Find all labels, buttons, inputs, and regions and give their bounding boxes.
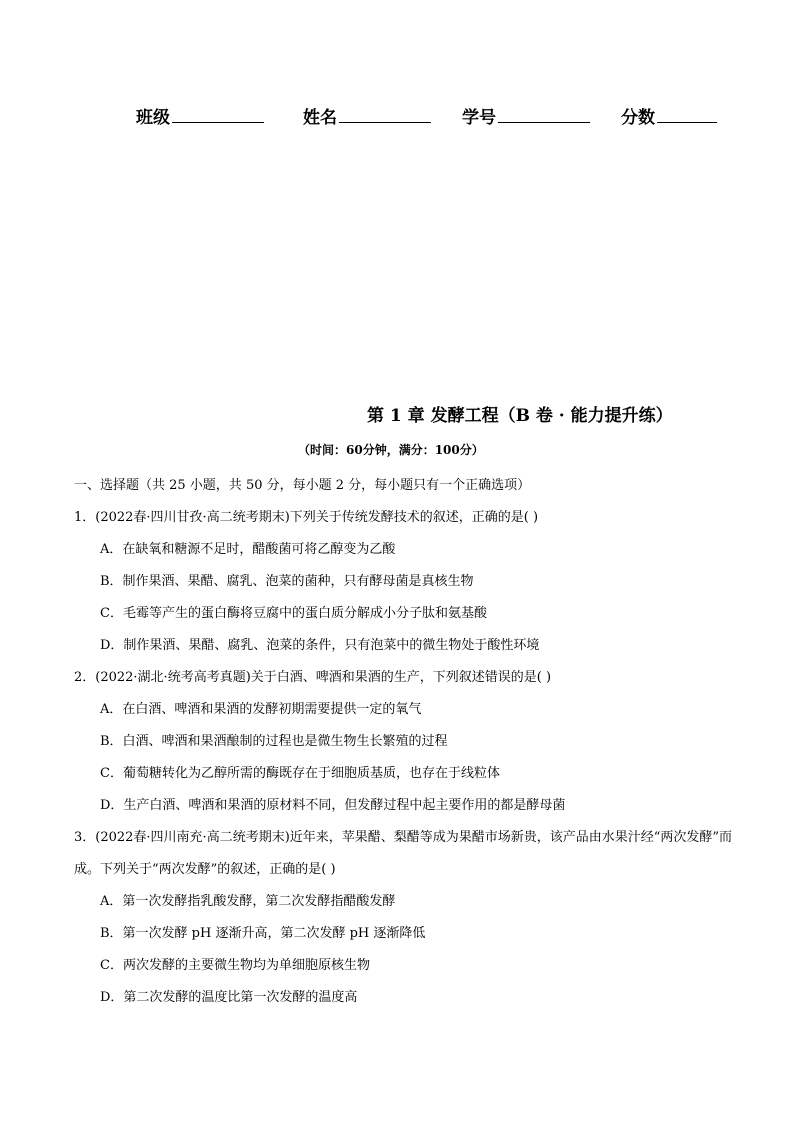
class-field [136, 104, 264, 130]
option-a: A．在白酒、啤酒和果酒的发酵初期需要提供一定的氧气 [100, 702, 422, 717]
student-info-header [136, 104, 736, 130]
option-a: A．第一次发酵指乳酸发酵，第二次发酵指醋酸发酵 [100, 894, 396, 909]
option-c: C．毛霉等产生的蛋白酶将豆腐中的蛋白质分解成小分子肽和氨基酸 [100, 606, 487, 621]
score-blank[interactable] [657, 104, 717, 123]
section-heading: 一、选择题（共 25 小题，共 50 分，每小题 2 分，每小题只有一个正确选项） [74, 478, 531, 493]
question-3 [74, 822, 734, 1014]
class-blank[interactable] [172, 104, 264, 123]
option-d: D．制作果酒、果醋、腐乳、泡菜的条件，只有泡菜中的微生物处于酸性环境 [100, 638, 540, 653]
page-title: 第 1 章 发酵工程（B 卷 · 能力提升练） [367, 406, 673, 426]
option-b: B．制作果酒、果醋、腐乳、泡菜的菌种，只有酵母菌是真核生物 [100, 574, 474, 589]
option-d: D．生产白酒、啤酒和果酒的原材料不同，但发酵过程中起主要作用的都是酵母菌 [100, 798, 566, 813]
option-c: C．两次发酵的主要微生物均为单细胞原核生物 [100, 958, 370, 973]
question-stem: 3．(2022春·四川南充·高二统考期末)近年来，苹果醋、梨醋等成为果醋市场新贵，该产品由水果汁经“两次发酵”而成。下列关于“两次发酵”的叙述，正确的是( ) [74, 830, 733, 877]
student-id-blank[interactable] [498, 104, 590, 123]
question-1 [74, 502, 734, 662]
option-c: C．葡萄糖转化为乙醇所需的酶既存在于细胞质基质，也存在于线粒体 [100, 766, 500, 781]
option-b: B．白酒、啤酒和果酒酿制的过程也是微生物生长繁殖的过程 [100, 734, 448, 749]
option-a: A．在缺氧和糖源不足时，醋酸菌可将乙醇变为乙酸 [100, 542, 396, 557]
score-field [621, 104, 717, 130]
name-blank[interactable] [339, 104, 431, 123]
name-field [303, 104, 431, 130]
question-2 [74, 662, 734, 822]
question-stem: 2．(2022·湖北·统考高考真题)关于白酒、啤酒和果酒的生产，下列叙述错误的是( ) [74, 670, 552, 685]
exam-info: （时间：60分钟，满分：100分） [298, 443, 484, 457]
name-label: 姓名 [303, 108, 337, 128]
student-id-label: 学号 [462, 108, 496, 128]
class-label: 班级 [136, 108, 170, 128]
question-stem: 1．(2022春·四川甘孜·高二统考期末)下列关于传统发酵技术的叙述，正确的是( ) [74, 510, 539, 525]
score-label: 分数 [621, 108, 655, 128]
student-id-field [462, 104, 590, 130]
option-b: B．第一次发酵 pH 逐渐升高，第二次发酵 pH 逐渐降低 [100, 926, 426, 941]
option-d: D．第二次发酵的温度比第一次发酵的温度高 [100, 990, 358, 1005]
question-area [74, 470, 734, 1014]
